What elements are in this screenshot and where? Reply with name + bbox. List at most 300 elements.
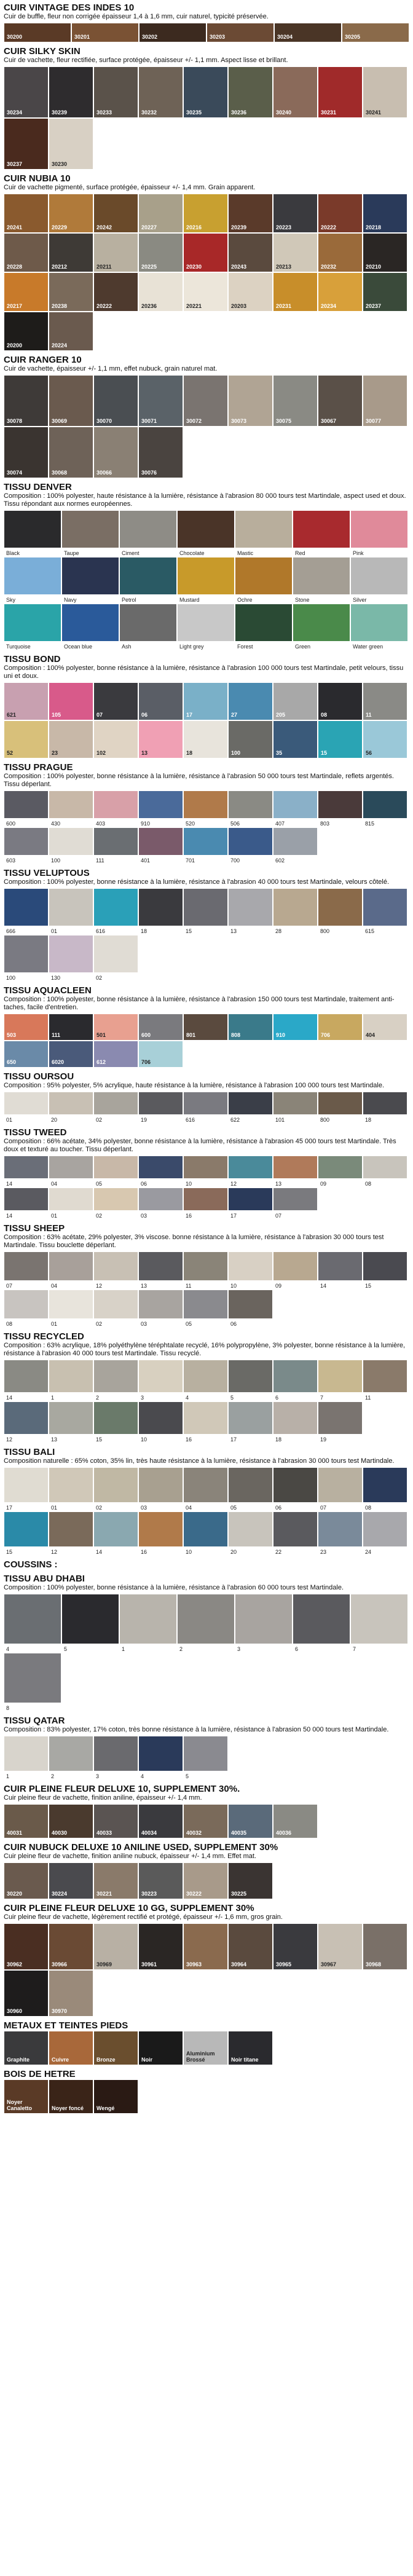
color-swatch[interactable] [49,1290,93,1328]
color-swatch[interactable] [4,1360,49,1401]
color-swatch[interactable] [273,1156,318,1188]
swatch-chip [61,1594,119,1644]
color-swatch[interactable] [235,510,293,557]
color-swatch[interactable] [177,604,235,650]
color-swatch[interactable] [49,1401,93,1443]
swatch-code: 01 [51,928,58,934]
color-swatch[interactable] [273,1804,318,1838]
color-swatch[interactable] [183,682,228,720]
color-swatch[interactable] [4,1188,49,1219]
color-swatch[interactable] [138,1736,183,1780]
color-swatch[interactable] [363,1360,407,1401]
color-swatch[interactable] [183,720,228,758]
color-swatch[interactable] [138,888,183,935]
color-swatch[interactable] [93,233,138,272]
color-swatch[interactable] [4,935,49,982]
color-swatch[interactable] [93,1804,138,1838]
color-swatch[interactable] [49,233,93,272]
color-swatch[interactable] [228,1290,273,1328]
color-swatch[interactable] [93,888,138,935]
color-swatch[interactable] [93,1041,138,1068]
color-swatch[interactable] [318,1360,363,1401]
color-swatch[interactable] [273,827,318,864]
swatch-chip [93,1467,138,1503]
section-title: TISSU BALI [4,1447,55,1457]
color-swatch[interactable] [228,1467,273,1511]
color-swatch[interactable] [138,66,183,118]
color-swatch[interactable] [49,312,93,351]
color-swatch[interactable] [138,194,183,233]
color-swatch[interactable] [49,375,93,427]
color-swatch[interactable] [363,1251,407,1290]
color-swatch[interactable] [4,1594,61,1653]
color-swatch[interactable] [61,604,119,650]
color-swatch[interactable] [49,1014,93,1041]
color-swatch[interactable] [138,2031,183,2065]
swatch-code: 15 [96,1436,103,1443]
color-swatch[interactable] [273,682,318,720]
color-swatch[interactable] [93,1290,138,1328]
color-swatch[interactable] [228,194,273,233]
color-swatch[interactable] [183,272,228,312]
color-swatch[interactable] [183,1804,228,1838]
color-swatch[interactable] [183,1156,228,1188]
color-swatch[interactable] [183,888,228,935]
color-swatch[interactable] [4,1041,49,1068]
color-swatch[interactable] [350,604,408,650]
color-swatch[interactable] [93,2031,138,2065]
color-swatch[interactable] [138,720,183,758]
color-swatch[interactable] [49,427,93,478]
color-swatch[interactable] [49,1923,93,1970]
color-swatch[interactable] [49,1970,93,2017]
color-swatch[interactable] [93,1511,138,1556]
swatch-code: 52 [7,750,14,756]
color-swatch[interactable] [228,233,273,272]
color-swatch[interactable] [93,1360,138,1401]
color-swatch[interactable] [342,23,409,42]
color-swatch[interactable] [4,604,61,650]
color-swatch[interactable] [93,1251,138,1290]
color-swatch[interactable] [4,118,49,170]
swatch-code: 7 [320,1395,324,1401]
swatch-code: 20232 [321,264,337,270]
swatch-code: 20239 [231,224,247,230]
color-swatch[interactable] [273,1923,318,1970]
color-swatch[interactable] [350,557,408,604]
color-swatch[interactable] [318,888,363,935]
color-swatch[interactable] [4,23,71,42]
color-swatch[interactable] [318,375,363,427]
color-swatch[interactable] [4,1511,49,1556]
color-swatch[interactable] [350,1594,408,1653]
color-swatch[interactable] [93,272,138,312]
section-title: TISSU SHEEP [4,1223,65,1234]
color-swatch[interactable] [183,827,228,864]
color-swatch[interactable] [183,375,228,427]
color-swatch[interactable] [49,1736,93,1780]
color-swatch[interactable] [4,312,49,351]
color-swatch[interactable] [177,1594,235,1653]
color-swatch[interactable] [318,233,363,272]
color-swatch[interactable] [93,1188,138,1219]
color-swatch[interactable] [4,790,49,827]
color-swatch[interactable] [228,1360,273,1401]
color-swatch[interactable] [318,1156,363,1188]
color-swatch[interactable] [49,720,93,758]
color-swatch[interactable] [4,827,49,864]
color-swatch[interactable] [119,1594,177,1653]
color-swatch[interactable] [318,1251,363,1290]
section-description: Composition : 63% acrylique, 18% polyéthylène téréphtalate recyclé, 16% polypropylène, 3% polyester, bonne résistance à la lumière, résistance à l'abrasion 40 000 tours test Martindale. Tissu recyclé. [4,1342,406,1357]
color-swatch[interactable] [49,272,93,312]
color-swatch[interactable] [183,1467,228,1511]
swatch-chip [228,1290,273,1319]
color-swatch[interactable] [228,1401,273,1443]
color-swatch[interactable] [4,1156,49,1188]
color-swatch[interactable] [49,1251,93,1290]
swatch-code: 30201 [74,34,90,40]
color-swatch[interactable] [4,557,61,604]
color-swatch[interactable] [4,1467,49,1511]
color-swatch[interactable] [228,720,273,758]
color-swatch[interactable] [119,604,177,650]
color-swatch[interactable] [228,1511,273,1556]
color-swatch[interactable] [93,1156,138,1188]
color-swatch[interactable] [4,720,49,758]
color-swatch[interactable] [318,66,363,118]
color-swatch[interactable] [4,682,49,720]
color-swatch[interactable] [183,66,228,118]
color-swatch[interactable] [49,827,93,864]
color-swatch[interactable] [228,1188,273,1219]
color-swatch[interactable] [119,557,177,604]
color-swatch[interactable] [183,1092,228,1124]
color-swatch[interactable] [138,1290,183,1328]
swatch-code: 30200 [7,34,23,40]
color-swatch[interactable] [4,1970,49,2017]
color-swatch[interactable] [183,790,228,827]
color-swatch[interactable] [363,194,407,233]
color-swatch[interactable] [4,2031,49,2065]
swatch-code: 30239 [52,109,68,116]
color-swatch[interactable] [228,1092,273,1124]
color-swatch[interactable] [228,66,273,118]
color-swatch[interactable] [93,1923,138,1970]
color-swatch[interactable] [273,790,318,827]
color-swatch[interactable] [93,1092,138,1124]
color-swatch[interactable] [119,510,177,557]
color-swatch[interactable] [138,427,183,478]
color-swatch[interactable] [49,118,93,170]
color-swatch[interactable] [138,1014,183,1041]
color-swatch[interactable] [49,1360,93,1401]
color-swatch[interactable] [4,2079,49,2114]
color-swatch[interactable] [363,1092,407,1124]
color-swatch[interactable] [293,557,350,604]
color-swatch[interactable] [273,1092,318,1124]
color-swatch[interactable] [177,510,235,557]
swatch-code: 03 [141,1505,148,1511]
color-swatch[interactable] [93,194,138,233]
color-swatch[interactable] [138,790,183,827]
color-swatch[interactable] [93,1862,138,1899]
color-swatch[interactable] [4,66,49,118]
color-swatch[interactable] [228,1923,273,1970]
color-swatch[interactable] [363,888,407,935]
color-swatch[interactable] [49,1804,93,1838]
color-swatch[interactable] [71,23,139,42]
color-swatch[interactable] [183,233,228,272]
color-swatch[interactable] [4,510,61,557]
color-swatch[interactable] [228,827,273,864]
color-swatch[interactable] [93,1014,138,1041]
color-swatch[interactable] [318,1401,363,1443]
color-swatch[interactable] [93,790,138,827]
color-swatch[interactable] [318,1014,363,1041]
color-swatch[interactable] [228,888,273,935]
color-swatch[interactable] [138,1041,183,1068]
swatch-code: 05 [186,1321,192,1327]
color-swatch[interactable] [318,1511,363,1556]
swatch-chip [363,1156,407,1179]
color-swatch[interactable] [4,1804,49,1838]
color-swatch[interactable] [49,2031,93,2065]
color-swatch[interactable] [93,2079,138,2114]
color-swatch[interactable] [4,1014,49,1041]
color-swatch[interactable] [138,233,183,272]
swatch-code: 01 [51,1321,58,1327]
color-swatch[interactable] [273,66,318,118]
color-swatch[interactable] [93,682,138,720]
color-swatch[interactable] [318,682,363,720]
color-swatch[interactable] [4,1290,49,1328]
color-swatch[interactable] [363,272,407,312]
color-swatch[interactable] [4,1653,61,1712]
color-swatch[interactable] [235,557,293,604]
color-swatch[interactable] [49,1467,93,1511]
color-swatch[interactable] [363,1014,407,1041]
color-swatch[interactable] [138,682,183,720]
color-swatch[interactable] [273,1467,318,1511]
color-swatch[interactable] [228,1014,273,1041]
color-swatch[interactable] [318,720,363,758]
color-swatch[interactable] [350,510,408,557]
swatch-chip [4,1653,61,1703]
color-swatch[interactable] [293,510,350,557]
color-swatch[interactable] [183,1736,228,1780]
color-swatch[interactable] [228,790,273,827]
color-swatch[interactable] [93,720,138,758]
color-swatch[interactable] [318,1092,363,1124]
color-swatch[interactable] [93,427,138,478]
color-swatch[interactable] [4,888,49,935]
color-swatch[interactable] [138,1401,183,1443]
color-swatch[interactable] [363,720,407,758]
color-swatch[interactable] [228,1862,273,1899]
color-swatch[interactable] [273,1401,318,1443]
swatch-code: 01 [6,1117,13,1123]
color-swatch[interactable] [49,66,93,118]
swatch-code: 20230 [186,264,202,270]
color-swatch[interactable] [228,1251,273,1290]
color-swatch[interactable] [4,1092,49,1124]
color-swatch[interactable] [4,194,49,233]
color-swatch[interactable] [49,194,93,233]
color-swatch[interactable] [183,1014,228,1041]
swatch-grid [4,194,409,351]
color-swatch[interactable] [273,1014,318,1041]
swatch-chip [318,1511,363,1547]
color-swatch[interactable] [363,375,407,427]
color-swatch[interactable] [49,935,93,982]
color-swatch[interactable] [4,427,49,478]
color-swatch[interactable] [318,1923,363,1970]
color-swatch[interactable] [183,1511,228,1556]
swatch-code: 10 [186,1549,192,1555]
color-swatch[interactable] [363,682,407,720]
color-swatch[interactable] [4,1862,49,1899]
color-swatch[interactable] [49,2079,93,2114]
color-swatch[interactable] [228,375,273,427]
color-swatch[interactable] [138,375,183,427]
swatch-code: 5 [230,1395,234,1401]
color-swatch[interactable] [138,1804,183,1838]
color-swatch[interactable] [4,1736,49,1780]
color-swatch[interactable] [273,720,318,758]
swatch-code: 404 [366,1032,376,1038]
color-swatch[interactable] [93,375,138,427]
color-swatch[interactable] [273,194,318,233]
color-swatch[interactable] [273,888,318,935]
color-swatch[interactable] [183,1401,228,1443]
color-swatch[interactable] [93,1401,138,1443]
color-swatch[interactable] [273,1360,318,1401]
color-swatch[interactable] [49,888,93,935]
color-swatch[interactable] [363,1156,407,1188]
color-swatch[interactable] [183,1290,228,1328]
swatch-code: 16 [186,1213,192,1219]
color-swatch[interactable] [4,1251,49,1290]
color-swatch[interactable] [363,1467,407,1511]
color-swatch[interactable] [138,1360,183,1401]
color-swatch[interactable] [93,935,138,982]
color-swatch[interactable] [318,194,363,233]
color-swatch[interactable] [363,790,407,827]
color-swatch[interactable] [235,1594,293,1653]
color-swatch[interactable] [273,233,318,272]
swatch-code: 14 [320,1283,327,1289]
color-swatch[interactable] [138,1188,183,1219]
color-swatch[interactable] [293,1594,350,1653]
color-swatch[interactable] [363,233,407,272]
color-swatch[interactable] [61,557,119,604]
color-swatch[interactable] [93,827,138,864]
color-swatch[interactable] [228,1156,273,1188]
color-swatch[interactable] [318,790,363,827]
color-swatch[interactable] [273,1511,318,1556]
color-swatch[interactable] [363,1511,407,1556]
color-swatch[interactable] [363,66,407,118]
swatch-code: 20217 [7,303,23,309]
color-swatch[interactable] [138,1862,183,1899]
color-swatch[interactable] [318,272,363,312]
color-swatch[interactable] [318,1467,363,1511]
color-swatch[interactable] [139,23,206,42]
color-swatch[interactable] [273,272,318,312]
color-swatch[interactable] [183,1923,228,1970]
color-swatch[interactable] [138,1923,183,1970]
color-swatch[interactable] [4,1923,49,1970]
color-swatch[interactable] [49,1188,93,1219]
color-swatch[interactable] [49,1092,93,1124]
swatch-chip [183,1467,228,1503]
color-swatch[interactable] [4,1401,49,1443]
color-swatch[interactable] [93,1467,138,1511]
color-swatch[interactable] [138,1511,183,1556]
color-swatch[interactable] [183,1360,228,1401]
color-swatch[interactable] [138,1251,183,1290]
color-swatch[interactable] [228,1804,273,1838]
color-swatch[interactable] [4,375,49,427]
swatch-chip [228,1511,273,1547]
color-swatch[interactable] [183,1862,228,1899]
color-swatch[interactable] [4,233,49,272]
color-swatch[interactable] [183,1188,228,1219]
color-swatch[interactable] [93,66,138,118]
color-swatch[interactable] [293,604,350,650]
color-swatch[interactable] [363,1923,407,1970]
color-swatch[interactable] [228,682,273,720]
color-swatch[interactable] [273,375,318,427]
swatch-chip [49,1736,93,1771]
swatch-code: 602 [275,857,285,864]
color-swatch[interactable] [138,1467,183,1511]
swatch-code: 20231 [276,303,292,309]
swatch-code: 07 [320,1505,327,1511]
color-swatch[interactable] [183,1251,228,1290]
color-swatch[interactable] [183,194,228,233]
color-swatch[interactable] [274,23,342,42]
color-swatch[interactable] [228,2031,273,2065]
swatch-grid [4,1467,409,1556]
color-swatch[interactable] [49,1156,93,1188]
color-swatch[interactable] [138,827,183,864]
color-swatch[interactable] [138,272,183,312]
color-swatch[interactable] [49,790,93,827]
color-swatch[interactable] [49,682,93,720]
color-swatch[interactable] [49,1511,93,1556]
color-swatch[interactable] [61,510,119,557]
swatch-code: 23 [320,1549,327,1555]
color-swatch[interactable] [273,1251,318,1290]
color-swatch[interactable] [273,1188,318,1219]
swatch-code: 19 [320,1436,327,1443]
color-swatch[interactable] [228,272,273,312]
color-swatch[interactable] [93,1736,138,1780]
color-swatch[interactable] [206,23,274,42]
color-swatch[interactable] [177,557,235,604]
color-swatch[interactable] [4,272,49,312]
color-swatch[interactable] [138,1156,183,1188]
color-swatch[interactable] [235,604,293,650]
color-swatch[interactable] [61,1594,119,1653]
color-swatch[interactable] [49,1862,93,1899]
swatch-chip [93,790,138,819]
color-swatch[interactable] [49,1041,93,1068]
color-swatch[interactable] [183,2031,228,2065]
color-swatch[interactable] [138,1092,183,1124]
